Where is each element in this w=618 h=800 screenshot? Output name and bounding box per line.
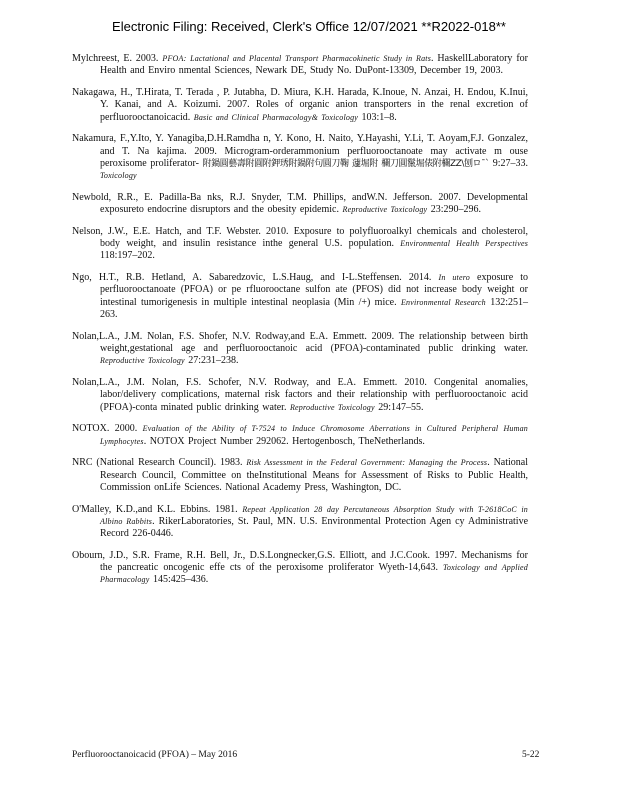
ref-journal: Evaluation of the Ability of T-7524 to Induce Chromosome Aberrations in Cultured Peripheral Human Lymphocytes [100, 424, 528, 446]
ref-authors: Nakamura, F.,Y.Ito, Y. Yanagiba,D.H.Ramdha n, Y. Kono, H. Naito, Y.Hayashi, Y.Li, T. Aoyam,F.J. Gonzalez, and T. Na kajima. 2009. Microgram-orderammonium perfluorooctanoate may activate m ouse peroxisome proliferator- [72, 133, 528, 169]
ref-journal: Reproductive Toxicology [342, 205, 428, 215]
ref-authors: NRC (National Research Council). 1983. [72, 457, 243, 469]
reference-ngo [72, 272, 528, 321]
ref-journal: Basic and Clinical Pharmacology& Toxicology [193, 112, 359, 122]
ref-details: 103:1–8. [361, 111, 397, 123]
ref-journal: Environmental Research [400, 297, 486, 307]
ref-details: 118:197–202. [100, 250, 155, 262]
ref-authors: Nolan,L.A., J.M. Nolan, F.S. Shofer, N.V. Rodway,and E.A. Emmett. 2009. The relationship between birth weight,gestational age and perfluorooctanoic acid (PFOA)-contaminated public drinking water. [72, 330, 528, 354]
ref-garbled-text: 附鍋圓藝壽附圓附鉀琇附鍋附句圓刀鞠 蘧堀附 欄刀圓鬣堀俵附欄ZZ\刨ロ¯` [202, 158, 490, 169]
ref-journal: Reproductive Toxicology [289, 402, 375, 412]
ref-authors: Ngo, H.T., R.B. Hetland, A. Sabaredzovic, L.S.Haug, and I-L.Steffensen. 2014. [72, 272, 432, 284]
ref-title: PFOA: Lactational and Placental Transport Pharmacokinetic Study in Rats [162, 54, 432, 63]
reference-omalley [72, 504, 528, 541]
reference-nolan-2009 [72, 331, 528, 368]
ref-authors: Nolan,L.A., J.M. Nolan, F.S. Schofer, N.V. Rodway, and E.A. Emmett. 2010. Congenital anomalies, labor/delivery complications, maternal risk factors and their relationship with perfluorooctanoic acid (PFOA)-conta minated public drinking water. [72, 376, 528, 413]
ref-journal: Toxicology [100, 171, 137, 181]
reference-nolan-2010 [72, 377, 528, 414]
reference-nakagawa [72, 87, 528, 124]
ref-journal: Environmental Health Perspectives [400, 239, 529, 249]
ref-authors: O'Malley, K.D.,and K.L. Ebbins. 1981. [72, 503, 238, 515]
reference-obourn [72, 550, 528, 587]
ref-journal: Risk Assessment in the Federal Government: Managing the Process [246, 458, 488, 468]
reference-nakamura [72, 133, 528, 182]
ref-details: . RikerLaboratories, St. Paul, MN. U.S. Environmental Protection Agen cy Administrative Record 226-0446. [100, 515, 529, 540]
footer-page-number: 5-22 [522, 750, 540, 760]
filing-header: Electronic Filing: Received, Clerk's Office 12/07/2021 **R2022-018** [112, 19, 506, 34]
reference-notox [72, 423, 528, 448]
footer-document-title: Perfluorooctanoicacid (PFOA) – May 2016 [72, 750, 238, 760]
ref-details: 145:425–436. [153, 574, 209, 586]
ref-details: exposure to perfluorooctanoate (PFOA) or pe rfluorooctane sulfon ate (PFOS) did not increase body weight or intestinal tumorigenesis in multiple intestinal neoplasia (Min /+) mice. [100, 272, 529, 308]
reference-list [72, 53, 528, 596]
ref-authors: Mylchreest, E. 2003. [72, 53, 159, 64]
reference-mylchreest [72, 53, 528, 78]
ref-authors: Nakagawa, H., T.Hirata, T. Terada , P. Jutabha, D. Miura, K.H. Harada, K.Inoue, N. Anzai, H. Endou, K.Inui, Y. Kanai, and A. Koizumi. 2007. Roles of organic anion transporters in the renal excretion of perfluorooctanoicacid. [72, 86, 528, 123]
ref-authors: Nelson, J.W., E.E. Hatch, and T.F. Webster. 2010. Exposure to polyfluoroalkyl chemicals and cholesterol, body weight, and insulin resistance inthe general U.S. population. [72, 225, 528, 250]
ref-details: . HaskellLaboratory for Health and Enviro nmental Sciences, Newark DE, Study No. DuPont-13309, December 19, 2003. [100, 53, 528, 77]
ref-journal: Toxicology and Applied Pharmacology [100, 563, 529, 585]
ref-details: . NOTOX Project Number 292062. Hertogenbosch, TheNetherlands. [143, 435, 425, 447]
ref-authors: Obourn, J.D., S.R. Frame, R.H. Bell, Jr., D.S.Longnecker,G.S. Elliott, and J.C.Cook. 1997. Mechanisms for the pancreatic oncogenic effe cts of the peroxisome proliferator Wyeth-14,643. [72, 549, 528, 574]
ref-journal: Reproductive Toxicology [100, 356, 185, 366]
ref-details: 23:290–296. [430, 204, 482, 216]
ref-details: 9:27–33. [492, 157, 528, 169]
reference-newbold [72, 192, 528, 217]
reference-nrc [72, 457, 528, 494]
ref-details: 29:147–55. [378, 401, 424, 413]
ref-journal: In utero [438, 273, 470, 283]
ref-journal: Repeat Application 28 day Percutaneous Absorption Study with T-2618CoC in Albino Rabbits [100, 504, 529, 526]
ref-details: 132:251–263. [100, 296, 528, 320]
ref-details: 27:231–238. [188, 355, 239, 367]
ref-details: . National Research Council, Committee on theInstitutional Means for Assessment of Risks to Public Health, Commission onLife Sciences. National Academy Press, Washington, DC. [100, 457, 529, 493]
ref-authors: NOTOX. 2000. [72, 423, 138, 435]
reference-nelson [72, 226, 528, 263]
ref-authors: Newbold, R.R., E. Padilla-Ba nks, R.J. Snyder, T.M. Phillips, andW.N. Jefferson. 2007. Developmental exposureto endocrine disruptors and the obesity epidemic. [72, 191, 528, 216]
